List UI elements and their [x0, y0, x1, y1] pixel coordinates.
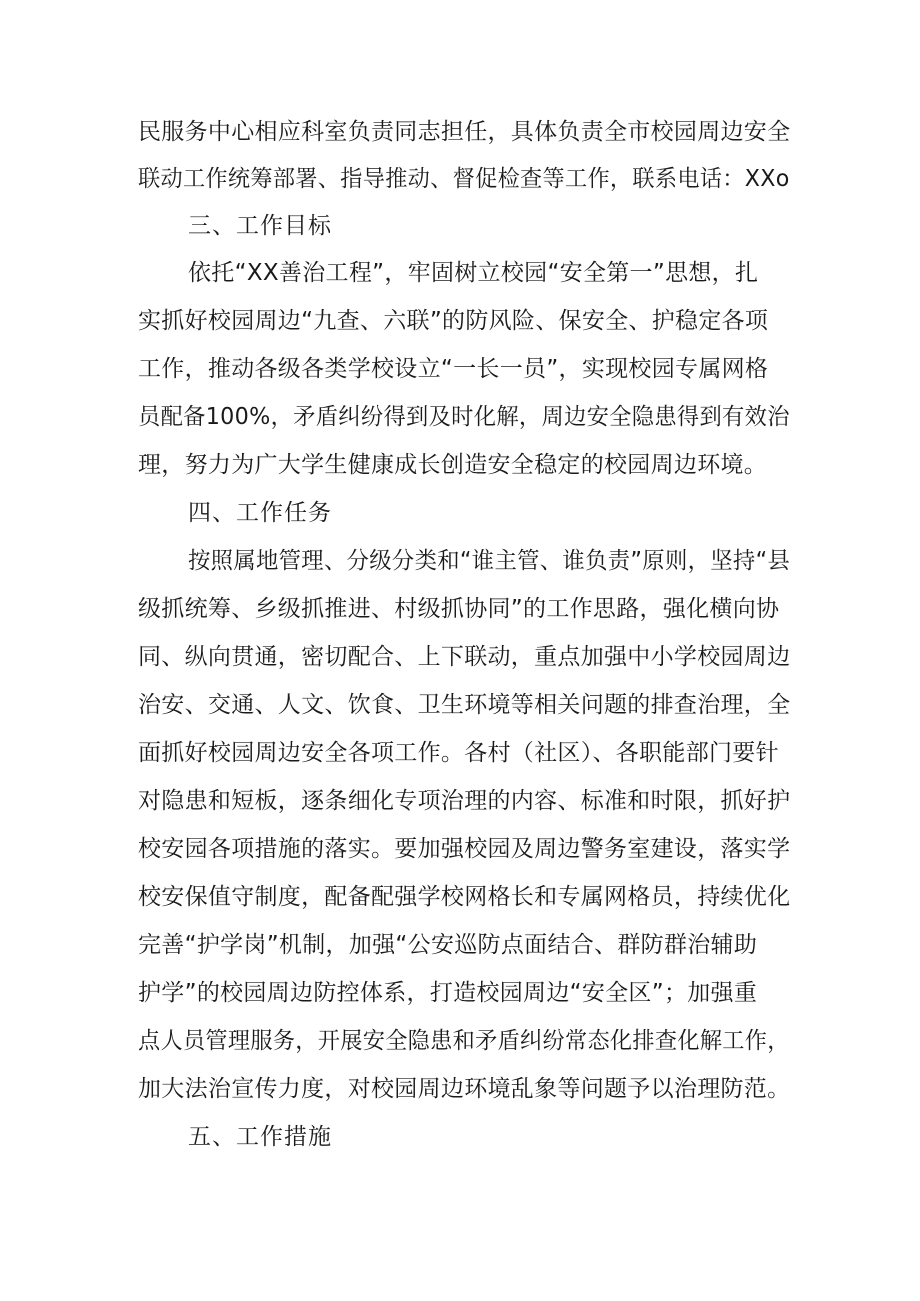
- body-line: 按照属地管理、分级分类和“谁主管、谁负责”原则，坚持“县: [188, 548, 791, 574]
- body-line: 同、纵向贯通，密切配合、上下联动，重点加强中小学校园周边: [138, 644, 791, 670]
- body-line: 治安、交通、人文、饮食、卫生环境等相关问题的排查治理，全: [138, 692, 791, 718]
- body-line: 联动工作统筹部署、指导推动、督促检查等工作，联系电话：XXo: [138, 166, 790, 192]
- body-line: 工作，推动各级各类学校设立“一长一员”，实现校园专属网格: [138, 356, 769, 382]
- section-heading: 四、工作任务: [188, 500, 332, 526]
- body-line: 民服务中心相应科室负责同志担任，具体负责全市校园周边安全: [138, 119, 791, 145]
- body-line: 员配备100%，矛盾纠纷得到及时化解，周边安全隐患得到有效治: [138, 404, 790, 430]
- body-line: 理，努力为广大学生健康成长创造安全稳定的校园周边环境。: [138, 452, 768, 478]
- body-line: 校安保值守制度，配备配强学校网格长和专属网格员，持续优化: [138, 884, 791, 910]
- body-line: 对隐患和短板，逐条细化专项治理的内容、标准和时限，抓好护: [138, 788, 791, 814]
- body-line: 面抓好校园周边安全各项工作。各村（社区）、各职能部门要针: [138, 740, 779, 766]
- body-line: 依托“XX善治工程”，牢固树立校园“安全第一”思想，扎: [188, 260, 759, 286]
- body-line: 实抓好校园周边“九查、六联”的防风险、保安全、护稳定各项: [138, 308, 769, 334]
- section-heading: 三、工作目标: [188, 213, 332, 239]
- body-line: 护学”的校园周边防控体系，打造校园周边“安全区”；加强重: [138, 980, 758, 1006]
- body-line: 完善“护学岗”机制，加强“公安巡防点面结合、群防群治辅助: [138, 932, 758, 958]
- body-line: 校安园各项措施的落实。要加强校园及周边警务室建设，落实学: [138, 836, 791, 862]
- section-heading: 五、工作措施: [188, 1124, 332, 1150]
- body-line: 加大法治宣传力度，对校园周边环境乱象等问题予以治理防范。: [138, 1076, 791, 1102]
- body-line: 级抓统筹、乡级抓推进、村级抓协同”的工作思路，强化横向协: [138, 596, 780, 622]
- body-line: 点人员管理服务，开展安全隐患和矛盾纠纷常态化排查化解工作，: [138, 1028, 790, 1054]
